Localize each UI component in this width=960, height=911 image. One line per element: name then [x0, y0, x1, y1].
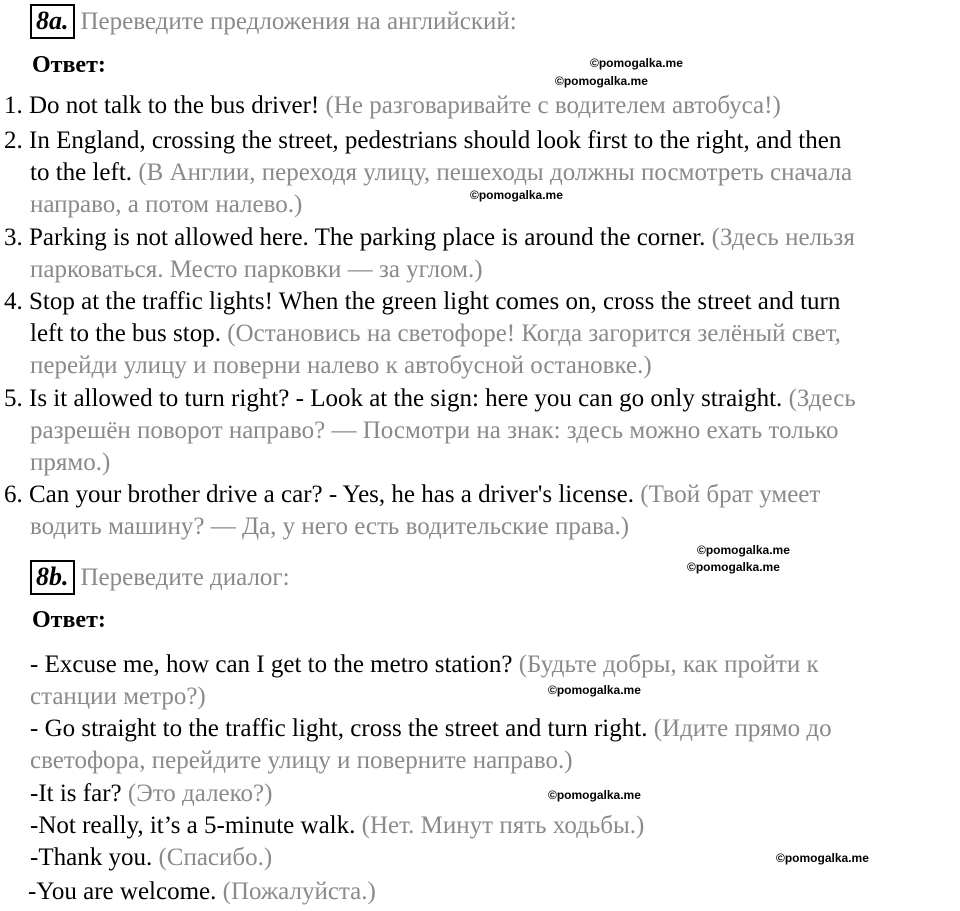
list-item-continuation: [30, 157, 852, 189]
russian-text: (Нет. Минут пять ходьбы.): [361, 812, 645, 839]
watermark: ©pomogalka.me: [590, 56, 683, 70]
russian-text: (Здесь нельзя: [711, 224, 855, 251]
russian-text: (Пожалуйста.): [222, 878, 376, 905]
dialogue-line: [30, 842, 272, 874]
russian-text: станции метро?): [30, 683, 206, 710]
russian-text: разрешён поворот направо? — Посмотри на знак: здесь можно ехать только: [30, 417, 839, 444]
english-text: -Thank you.: [30, 844, 159, 871]
english-text: Stop at the traffic lights! When the green light comes on, cross the street and turn: [29, 288, 841, 315]
watermark: ©pomogalka.me: [776, 851, 869, 865]
item-number: 2.: [4, 127, 23, 154]
section-8b-header: [30, 560, 290, 595]
russian-text: (Это далеко?): [127, 780, 273, 807]
russian-text: прямо.): [30, 449, 111, 476]
list-item: [4, 479, 820, 511]
list-item-continuation: [30, 318, 841, 350]
russian-text: водить машину? — Да, у него есть водительские права.): [30, 513, 630, 540]
exercise-instruction: Переведите предложения на английский:: [80, 7, 517, 35]
english-text: -It is far?: [30, 780, 128, 807]
section-8a-header: [30, 4, 517, 39]
russian-text: (Идите прямо до: [653, 715, 832, 742]
watermark: ©pomogalka.me: [548, 683, 641, 697]
exercise-badge: 8a.: [30, 4, 75, 39]
item-number: 1.: [4, 92, 23, 119]
item-number: 3.: [4, 224, 23, 251]
watermark: ©pomogalka.me: [555, 74, 648, 88]
russian-text: (Будьте добры, как пройти к: [518, 651, 819, 678]
dialogue-line: [30, 778, 272, 810]
english-text: Is it allowed to turn right? - Look at the sign: here you can go only straight.: [29, 385, 789, 412]
english-text: -Not really, it’s a 5-minute walk.: [30, 812, 362, 839]
list-item-continuation: [30, 511, 629, 543]
watermark: ©pomogalka.me: [470, 188, 563, 202]
english-text: left to the bus stop.: [30, 320, 228, 347]
list-item-continuation: [30, 447, 110, 479]
dialogue-line: [30, 713, 832, 745]
item-number: 5.: [4, 385, 23, 412]
list-item-continuation: [30, 350, 652, 382]
english-text: Can your brother drive a car? - Yes, he has a driver's license.: [29, 481, 641, 508]
watermark: ©pomogalka.me: [687, 560, 780, 574]
list-item-continuation: [30, 189, 302, 221]
english-text: Parking is not allowed here. The parking place is around the corner.: [29, 224, 712, 251]
russian-text: светофора, перейдите улицу и поверните направо.): [30, 747, 573, 774]
answer-label: Ответ:: [32, 52, 106, 78]
dialogue-line: [28, 876, 376, 908]
russian-text: (Не разговаривайте с водителем автобуса!): [325, 92, 781, 119]
dialogue-line: [30, 810, 644, 842]
english-text: Do not talk to the bus driver!: [29, 92, 326, 119]
list-item-continuation: [30, 415, 838, 447]
exercise-badge: 8b.: [30, 560, 75, 595]
russian-text: (Спасибо.): [158, 844, 273, 871]
russian-text: (Твой брат умеет: [640, 481, 821, 508]
list-item: [4, 383, 856, 415]
item-number: 4.: [4, 288, 23, 315]
exercise-instruction: Переведите диалог:: [80, 563, 290, 591]
item-number: 6.: [4, 481, 23, 508]
russian-text: (Остановись на светофоре! Когда загорится зелёный свет,: [227, 320, 841, 347]
list-item: [4, 90, 781, 122]
list-item: [4, 286, 840, 318]
dialogue-line: [30, 745, 573, 777]
russian-text: парковаться. Место парковки — за углом.): [30, 256, 483, 283]
dialogue-line: [30, 681, 206, 713]
answer-label: Ответ:: [32, 607, 106, 633]
english-text: - Excuse me, how can I get to the metro station?: [30, 651, 519, 678]
watermark: ©pomogalka.me: [548, 788, 641, 802]
english-text: - Go straight to the traffic light, cross the street and turn right.: [30, 715, 654, 742]
russian-text: (Здесь: [788, 385, 856, 412]
russian-text: (В Англии, переходя улицу, пешеходы должны посмотреть сначала: [138, 159, 853, 186]
english-text: -You are welcome.: [28, 878, 223, 905]
english-text: In England, crossing the street, pedestrians should look first to the right, and then: [29, 127, 842, 154]
dialogue-line: [30, 649, 819, 681]
watermark: ©pomogalka.me: [697, 543, 790, 557]
list-item-continuation: [30, 254, 483, 286]
english-text: to the left.: [30, 159, 139, 186]
list-item: [4, 222, 855, 254]
russian-text: перейди улицу и поверни налево к автобусной остановке.): [30, 352, 652, 379]
russian-text: направо, а потом налево.): [30, 191, 303, 218]
list-item: [4, 125, 841, 157]
